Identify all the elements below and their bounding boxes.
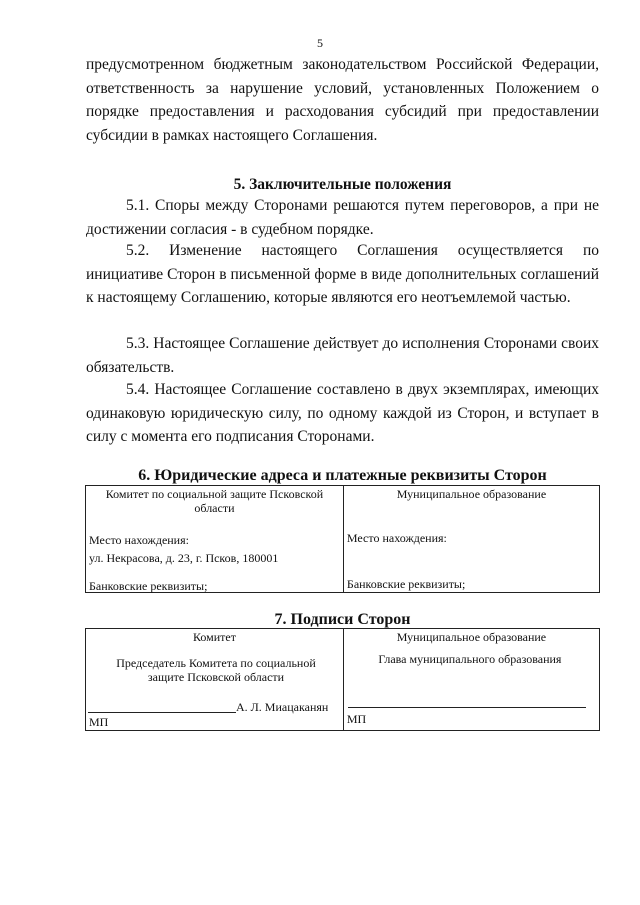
signatures-right-title: Муниципальное образование xyxy=(396,630,547,644)
clause-5-1: 5.1. Споры между Сторонами решаются путем переговоров, а при не достижении согласия - в судебном порядке. xyxy=(86,197,599,238)
requisites-right-title: Муниципальное образование xyxy=(396,487,547,501)
requisites-left-cell xyxy=(86,486,344,593)
signatures-right-position: Глава муниципального образования xyxy=(378,652,562,666)
signatures-left-cell xyxy=(86,629,344,731)
requisites-right-cell xyxy=(343,486,599,593)
signatures-left-line xyxy=(88,712,236,713)
page-number: 5 xyxy=(317,36,323,50)
signatures-right-line xyxy=(348,707,586,708)
clause-5-3: 5.3. Настоящее Соглашение действует до исполнения Сторонами своих обязательств. xyxy=(86,335,599,376)
section6-heading: 6. Юридические адреса и платежные реквизиты Сторон xyxy=(138,467,547,484)
requisites-left-title: Комитет по социальной защите Псковской области xyxy=(105,487,324,515)
requisites-right-bank-label: Банковские реквизиты; xyxy=(346,577,466,591)
requisites-table xyxy=(85,485,600,593)
signatures-table xyxy=(85,628,600,731)
signatures-left-title: Комитет xyxy=(192,630,236,644)
clause-5-4: 5.4. Настоящее Соглашение составлено в двух экземплярах, имеющих одинаковую юридическую силу, по одному каждой из Сторон, и вступает в силу с момента его подписания Сторонами. xyxy=(86,381,599,445)
signatures-left-position: Председатель Комитета по социальной защите Псковской области xyxy=(116,656,316,684)
signatures-left-signer: А. Л. Миацаканян xyxy=(236,700,329,714)
requisites-left-bank-label: Банковские реквизиты; xyxy=(89,579,208,593)
clause-5-2: 5.2. Изменение настоящего Соглашения осуществляется по инициативе Сторон в письменной форме в виде дополнительных соглашений к настоящему Соглашению, которые являются его неотъемлемой частью. xyxy=(86,242,599,306)
requisites-left-address: ул. Некрасова, д. 23, г. Псков, 180001 xyxy=(89,551,279,565)
signatures-right-cell xyxy=(343,629,599,731)
section5-heading: 5. Заключительные положения xyxy=(233,176,452,193)
intro-paragraph: предусмотренном бюджетным законодательством Российской Федерации, ответственность за нарушение условий, установленных Положением о порядке предоставления и расходования субсидий при предоставлении субсидии в рамках настоящего Соглашения. xyxy=(86,56,599,144)
requisites-right-location-label: Место нахождения: xyxy=(346,531,447,545)
section7-heading: 7. Подписи Сторон xyxy=(274,611,411,628)
signatures-right-stamp: МП xyxy=(346,712,367,726)
signatures-left-stamp: МП xyxy=(89,715,109,729)
requisites-left-location-label: Место нахождения: xyxy=(89,533,189,547)
